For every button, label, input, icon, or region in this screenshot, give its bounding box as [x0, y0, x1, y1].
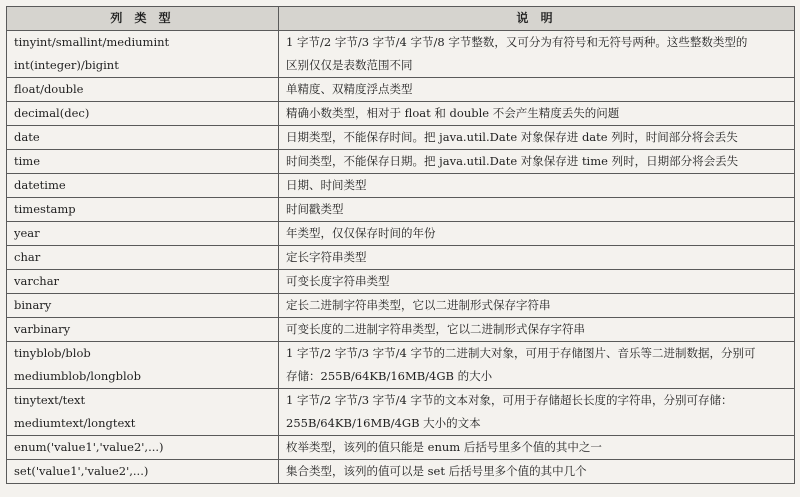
description-text: 定长字符串类型: [286, 250, 367, 264]
description-text: 单精度、双精度浮点类型: [286, 82, 413, 96]
description-text: 可变长度字符串类型: [286, 274, 390, 288]
description-text: 1 字节/2 字节/3 字节/4 字节的二进制大对象，可用于存储图片、音乐等二进制数据，分别可: [286, 346, 756, 360]
description-cell: [279, 436, 795, 460]
description-cell: [279, 31, 795, 78]
table-row: [7, 222, 795, 246]
table-row: [7, 246, 795, 270]
column-type-cell: [7, 198, 279, 222]
column-type-text: timestamp: [14, 202, 76, 216]
description-text: 1 字节/2 字节/3 字节/4 字节/8 字节整数，又可分为有符号和无符号两种。这些整数类型的: [286, 35, 748, 49]
description-cell: [279, 246, 795, 270]
table-row: [7, 318, 795, 342]
description-text: 时间戳类型: [286, 202, 344, 216]
table-row: [7, 460, 795, 484]
column-type-text: int(integer)/bigint: [14, 58, 119, 72]
column-type-text: tinytext/text: [14, 393, 86, 407]
description-cell: [279, 342, 795, 389]
column-type-cell: [7, 246, 279, 270]
description-cell: [279, 102, 795, 126]
column-type-text: mediumtext/longtext: [14, 416, 136, 430]
description-text: 时间类型，不能保存日期。把 java.util.Date 对象保存进 time 列时，日期部分将会丢失: [286, 154, 739, 168]
description-text: 集合类型，该列的值可以是 set 后括号里多个值的其中几个: [286, 464, 587, 478]
description-cell: [279, 150, 795, 174]
column-type-text: decimal(dec): [14, 106, 90, 120]
column-type-cell: [7, 222, 279, 246]
table-row: [7, 389, 795, 436]
column-type-text: date: [14, 130, 40, 144]
description-text: 日期、时间类型: [286, 178, 367, 192]
column-type-text: varbinary: [14, 322, 71, 336]
column-type-cell: [7, 460, 279, 484]
description-cell: [279, 460, 795, 484]
column-type-cell: [7, 31, 279, 78]
table-row: [7, 198, 795, 222]
table-body: [7, 31, 795, 484]
column-type-text: mediumblob/longblob: [14, 369, 141, 383]
description-text: 255B/64KB/16MB/4GB 大小的文本: [286, 416, 481, 430]
description-cell: [279, 318, 795, 342]
column-type-cell: [7, 150, 279, 174]
column-type-cell: [7, 436, 279, 460]
description-text: 枚举类型，该列的值只能是 enum 后括号里多个值的其中之一: [286, 440, 602, 454]
data-types-table-container: [6, 6, 794, 484]
column-type-cell: [7, 126, 279, 150]
description-text: 可变长度的二进制字符串类型，它以二进制形式保存字符串: [286, 322, 585, 336]
column-type-text: float/double: [14, 82, 84, 96]
table-row: [7, 150, 795, 174]
table-header-row: [7, 7, 795, 31]
description-text: 存储：255B/64KB/16MB/4GB 的大小: [286, 369, 493, 383]
description-cell: [279, 126, 795, 150]
description-cell: [279, 198, 795, 222]
description-text: 日期类型，不能保存时间。把 java.util.Date 对象保存进 date 列时，时间部分将会丢失: [286, 130, 738, 144]
table-row: [7, 31, 795, 78]
column-type-text: set('value1','value2',...): [14, 464, 149, 478]
column-type-text: tinyblob/blob: [14, 346, 91, 360]
description-text: 1 字节/2 字节/3 字节/4 字节的文本对象，可用于存储超长长度的字符串，分别可存储：: [286, 393, 733, 407]
column-type-cell: [7, 270, 279, 294]
description-cell: [279, 270, 795, 294]
column-type-cell: [7, 78, 279, 102]
description-cell: [279, 389, 795, 436]
column-type-cell: [7, 342, 279, 389]
column-type-cell: [7, 389, 279, 436]
description-text: 区别仅仅是表数范围不同: [286, 58, 413, 72]
table-row: [7, 294, 795, 318]
column-type-text: varchar: [14, 274, 60, 288]
mysql-data-types-table: [6, 6, 795, 484]
column-type-text: binary: [14, 298, 52, 312]
table-row: [7, 342, 795, 389]
description-text: 定长二进制字符串类型，它以二进制形式保存字符串: [286, 298, 551, 312]
column-type-header: 列 类 型: [7, 7, 279, 31]
description-text: 年类型，仅仅保存时间的年份: [286, 226, 436, 240]
description-cell: [279, 78, 795, 102]
table-row: [7, 270, 795, 294]
column-type-text: datetime: [14, 178, 66, 192]
table-row: [7, 436, 795, 460]
column-type-cell: [7, 294, 279, 318]
column-type-text: enum('value1','value2',...): [14, 440, 164, 454]
table-row: [7, 126, 795, 150]
column-type-cell: [7, 174, 279, 198]
column-type-text: char: [14, 250, 41, 264]
description-cell: [279, 174, 795, 198]
table-row: [7, 174, 795, 198]
column-type-text: year: [14, 226, 40, 240]
table-row: [7, 102, 795, 126]
description-cell: [279, 222, 795, 246]
description-header: 说 明: [279, 7, 795, 31]
description-cell: [279, 294, 795, 318]
column-type-cell: [7, 318, 279, 342]
column-type-text: time: [14, 154, 41, 168]
column-type-cell: [7, 102, 279, 126]
table-row: [7, 78, 795, 102]
column-type-text: tinyint/smallint/mediumint: [14, 35, 170, 49]
description-text: 精确小数类型，相对于 float 和 double 不会产生精度丢失的问题: [286, 106, 620, 120]
